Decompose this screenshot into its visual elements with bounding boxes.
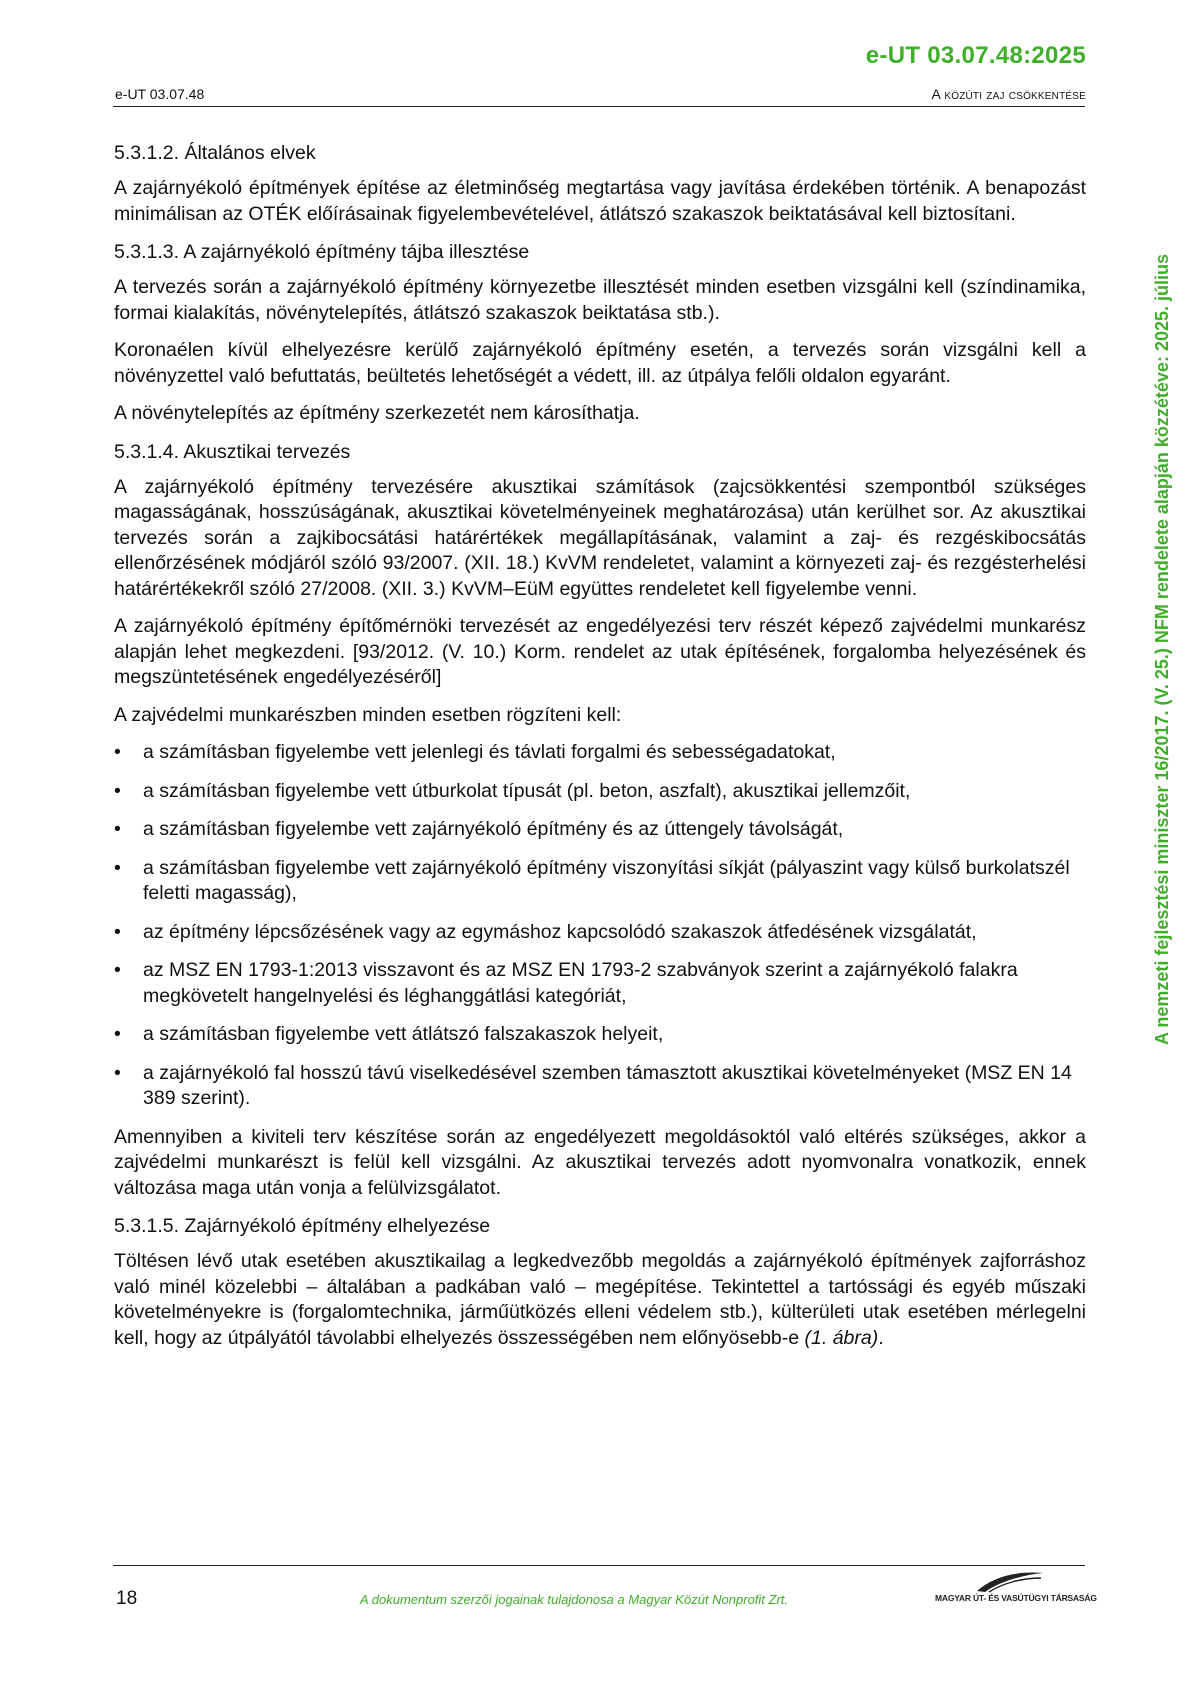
paragraph: A zajárnyékoló építmény építőmérnöki tervezését az engedélyezési terv részét képező zajvédelmi munkarész alapján lehet megkezdeni. [93/2012. (V. 10.) Korm. rendelet az utak építésének, forgalomba helyezésének és megszüntetésének engedélyezéséről] [114, 615, 1086, 688]
bullet-icon: • [114, 920, 121, 943]
side-publication-note: A nemzeti fejlesztési miniszter 16/2017. (V. 25.) NFM rendelete alapján közzétéve: 2025. július [1152, 254, 1172, 1045]
paragraph: Amennyiben a kiviteli terv készítése során az engedélyezett megoldásoktól való eltérés szükséges, akkor a zajvédelmi munkarészt is felül kell vizsgálni. Az akusztikai tervezés adott nyomvonalra vonatkozik, ennek változása maga után vonja a felülvizsgálatot. [114, 1125, 1086, 1199]
header-left: e-UT 03.07.48 [115, 86, 205, 102]
publisher-logo-text: MAGYAR ÚT- ÉS VASÚTÜGYI TÁRSASÁG [935, 1593, 1097, 1603]
footer-divider [113, 1565, 1085, 1566]
paragraph: A zajvédelmi munkarészben minden esetben rögzíteni kell: [114, 703, 622, 726]
list-item-text: a számításban figyelembe vett átlátszó falszakaszok helyeit, [143, 1023, 664, 1045]
paragraph: Koronaélen kívül elhelyezésre kerülő zajárnyékoló építmény esetén, a tervezés során vizsgálni kell a növényzettel való befuttatás, beültetés lehetőségét a védett, ill. az útpálya felőli oldalon egyaránt. [114, 339, 1086, 387]
section-title-5312: 5.3.1.2. Általános elvek [114, 142, 316, 164]
list-item-text: a zajárnyékoló fal hosszú távú viselkedésével szemben támasztott akusztikai követelményeket (MSZ EN 14 389 szerint). [143, 1061, 1072, 1109]
list-item-text: a számításban figyelembe vett zajárnyékoló építmény viszonyítási síkját (pályaszint vagy külső burkolatszél feletti magasság), [143, 856, 1070, 904]
list-item [114, 740, 1086, 766]
list-item [114, 1061, 1086, 1112]
list-item [114, 856, 1086, 907]
figure-reference: (1. ábra) [804, 1326, 879, 1349]
document-code: e-UT 03.07.48:2025 [865, 42, 1086, 69]
bullet-icon: • [114, 959, 121, 981]
bullet-icon: • [114, 741, 121, 763]
list-item [114, 1022, 1086, 1048]
header-right: A közúti zaj csökkentése [931, 86, 1086, 102]
bullet-icon: • [114, 779, 121, 802]
paragraph-end: . [878, 1326, 884, 1349]
copyright-note: A dokumentum szerzői jogainak tulajdonosa a Magyar Közút Nonprofit Zrt. [360, 1592, 789, 1607]
publisher-logo [935, 1567, 1097, 1607]
page-number: 18 [116, 1588, 138, 1609]
list-item-text: az építmény lépcsőzésének vagy az egymáshoz kapcsolódó szakaszok átfedésének vizsgálatát, [143, 920, 977, 943]
bullet-icon: • [114, 856, 121, 879]
bullet-icon: • [114, 1061, 121, 1084]
list-item-text: a számításban figyelembe vett jelenlegi és távlati forgalmi és sebességadatokat, [143, 741, 836, 763]
paragraph [114, 1249, 1086, 1351]
list-item [114, 779, 1086, 805]
list-item-text: az MSZ EN 1793-1:2013 visszavont és az MSZ EN 1793-2 szabványok szerint a zajárnyékoló falakra megkövetelt hangelnyelési és léghanggátlási kategóriát, [143, 959, 1018, 1007]
list-item-text: a számításban figyelembe vett zajárnyékoló építmény és az úttengely távolságát, [143, 818, 844, 840]
list-item-text: a számításban figyelembe vett útburkolat típusát (pl. beton, aszfalt), akusztikai jellemzőit, [143, 779, 911, 802]
section-title-5313: 5.3.1.3. A zajárnyékoló építmény tájba illesztése [114, 241, 530, 263]
paragraph: A tervezés során a zajárnyékoló építmény környezetbe illesztését minden esetben vizsgálni kell (színdinamika, formai kialakítás, növénytelepítés, átlátszó szakaszok beiktatása stb.). [114, 276, 1086, 324]
paragraph: A növénytelepítés az építmény szerkezetét nem károsíthatja. [114, 402, 640, 424]
paragraph-text: Töltésen lévő utak esetében akusztikailag a legkedvezőbb megoldás a zajárnyékoló építmények zajforráshoz való minél közelebbi – általában a padkában való – megépítése. Tekintettel a tartóssági és egyéb műszaki követelményekre is (forgalomtechnika, járműütközés elleni védelem stb.), külterületi utak esetében mérlegelni kell, hogy az útpályától távolabbi elhelyezés összességében nem előnyösebb-e [114, 1250, 1086, 1349]
paragraph: A zajárnyékoló építmény tervezésére akusztikai számítások (zajcsökkentési szempontból szükséges magasságának, hosszúságának, akusztikai követelményeinek meghatározása) után kerülhet sor. Az akusztikai tervezés során a zajkibocsátási határértékek megállapításának, valamint a zaj- és rezgéskibocsátás ellenőrzésének módjáról szóló 93/2007. (XII. 18.) KvVM rendeletet, valamint a környezeti zaj- és rezgésterhelési határértékekről szóló 27/2008. (XII. 3.) KvVM–EüM együttes rendeletet kell figyelembe venni. [114, 475, 1086, 600]
header-divider [113, 106, 1085, 107]
bullet-icon: • [114, 818, 121, 840]
main-content [114, 140, 1086, 1363]
section-title-5315: 5.3.1.5. Zajárnyékoló építmény elhelyezése [114, 1215, 491, 1237]
paragraph: A zajárnyékoló építmények építése az életminőség megtartása vagy javítása érdekében történik. A benapozást minimálisan az OTÉK előírásainak figyelembevételével, átlátszó szakaszok beiktatásával kell biztosítani. [114, 177, 1086, 225]
bullet-icon: • [114, 1023, 121, 1045]
list-item [114, 920, 1086, 946]
road-swoosh-icon [975, 1569, 1045, 1593]
requirements-list [114, 740, 1086, 1112]
section-title-5314: 5.3.1.4. Akusztikai tervezés [114, 440, 351, 463]
list-item [114, 817, 1086, 843]
list-item [114, 958, 1086, 1009]
